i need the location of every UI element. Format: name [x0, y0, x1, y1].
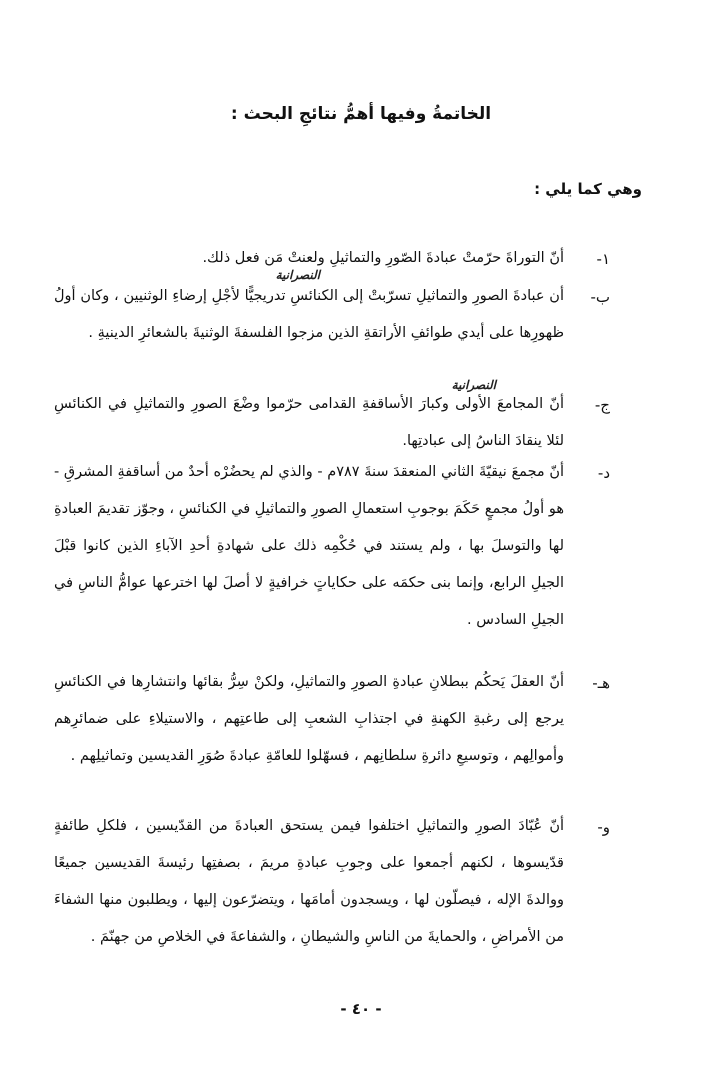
- item-marker: د-: [597, 464, 610, 482]
- item-text: أنّ العقلَ يَحكُم ببطلانِ عبادةِ الصورِ والتماثيلِ، ولكنْ سِرُّ بقائها وانتشارِها في الكنائسِ يرجع إلى رغبةِ الكهنةِ في اجتذابِ الشعبِ إلى طاعتِهم ، والاستيلاءِ على ضمائرِهم وأموالِهم ، وتوسيعِ دائرةِ سلطانِهم ، فسهّلوا للعامّةِ عبادةَ صُوَرِ القديسين وتماثيلِهم .: [54, 674, 564, 764]
- item-text: أنّ التوراةَ حرّمتْ عبادةَ الصّورِ والتماثيلِ ولعنتْ مَن فعل ذلك.: [202, 250, 564, 266]
- item-marker: هـ-: [592, 674, 610, 692]
- margin-annotation: النصرانية: [451, 378, 496, 392]
- page-number: - ٤٠ -: [340, 1000, 382, 1018]
- item-marker: و-: [597, 818, 610, 836]
- item-text: أنّ عُبّادَ الصورِ والتماثيلِ اختلفوا فيمن يستحق العبادةَ من القدّيسين ، فلكلِ طائفةٍ قدّيسوها ، لكنهم أجمعوا على وجوبِ عبادةِ مريمَ ، بصفتِها رئيسةَ القديسين جميعًا ووالدةَ الإله ، فيصلّون لها ، ويسجدون أمامَها ، ويتضرّعون إليها ، ويطلبون منها الشفاءَ من الأمراضِ ، والحمايةَ من الناسِ والشيطانِ ، والشفاعةَ في الخلاصِ من جهنّمَ .: [54, 818, 564, 945]
- item-marker: ج-: [594, 396, 610, 414]
- page-title: الخاتمةُ وفيها أهمُّ نتائجِ البحث :: [230, 104, 492, 124]
- intro-line: وهي كما يلي :: [534, 180, 642, 198]
- item-text: أن عبادةَ الصورِ والتماثيلِ تسرّبتْ إلى الكنائسِ تدريجيًّا لأجْلِ إرضاءِ الوثنيين ، وكان أولُ ظهورِها على أيدي طوائفِ الأراتقةِ الذين مزجوا الفلسفةَ الوثنيةَ بالشعائرِ الدينيةِ .: [54, 288, 564, 341]
- item-text: أنّ مجمعَ نيقيّةَ الثاني المنعقدَ سنةَ ٧٨٧م - والذي لم يحضُرْه أحدٌ من أساقفةِ المشرقِ - هو أولُ مجمعٍ حَكَمَ بوجوبِ استعمالِ الصورِ والتماثيلِ في الكنائسِ ، وجوّز تقديمَ العبادةِ لها والتوسلَ بها ، ولم يستند في حُكْمِه ذلك على شهادةِ أحدِ الآباءِ الذين كانوا قبْلَ الجيلِ الرابع، وإنما بنى حكمَه على حكاياتٍ خرافيةٍ لا أصلَ لها اخترعها عوامُّ الناسِ في الجيلِ السادس .: [54, 464, 565, 628]
- item-marker: ب-: [590, 288, 610, 306]
- item-text: أنّ المجامعَ الأولى وكبارَ الأساقفةِ القدامى حرّموا وضْعَ الصورِ والتماثيلِ في الكنائسِ لئلا ينقادَ الناسُ إلى عبادتِها.: [54, 396, 564, 449]
- margin-annotation: النصرانية: [275, 268, 320, 282]
- item-marker: ١-: [596, 250, 610, 268]
